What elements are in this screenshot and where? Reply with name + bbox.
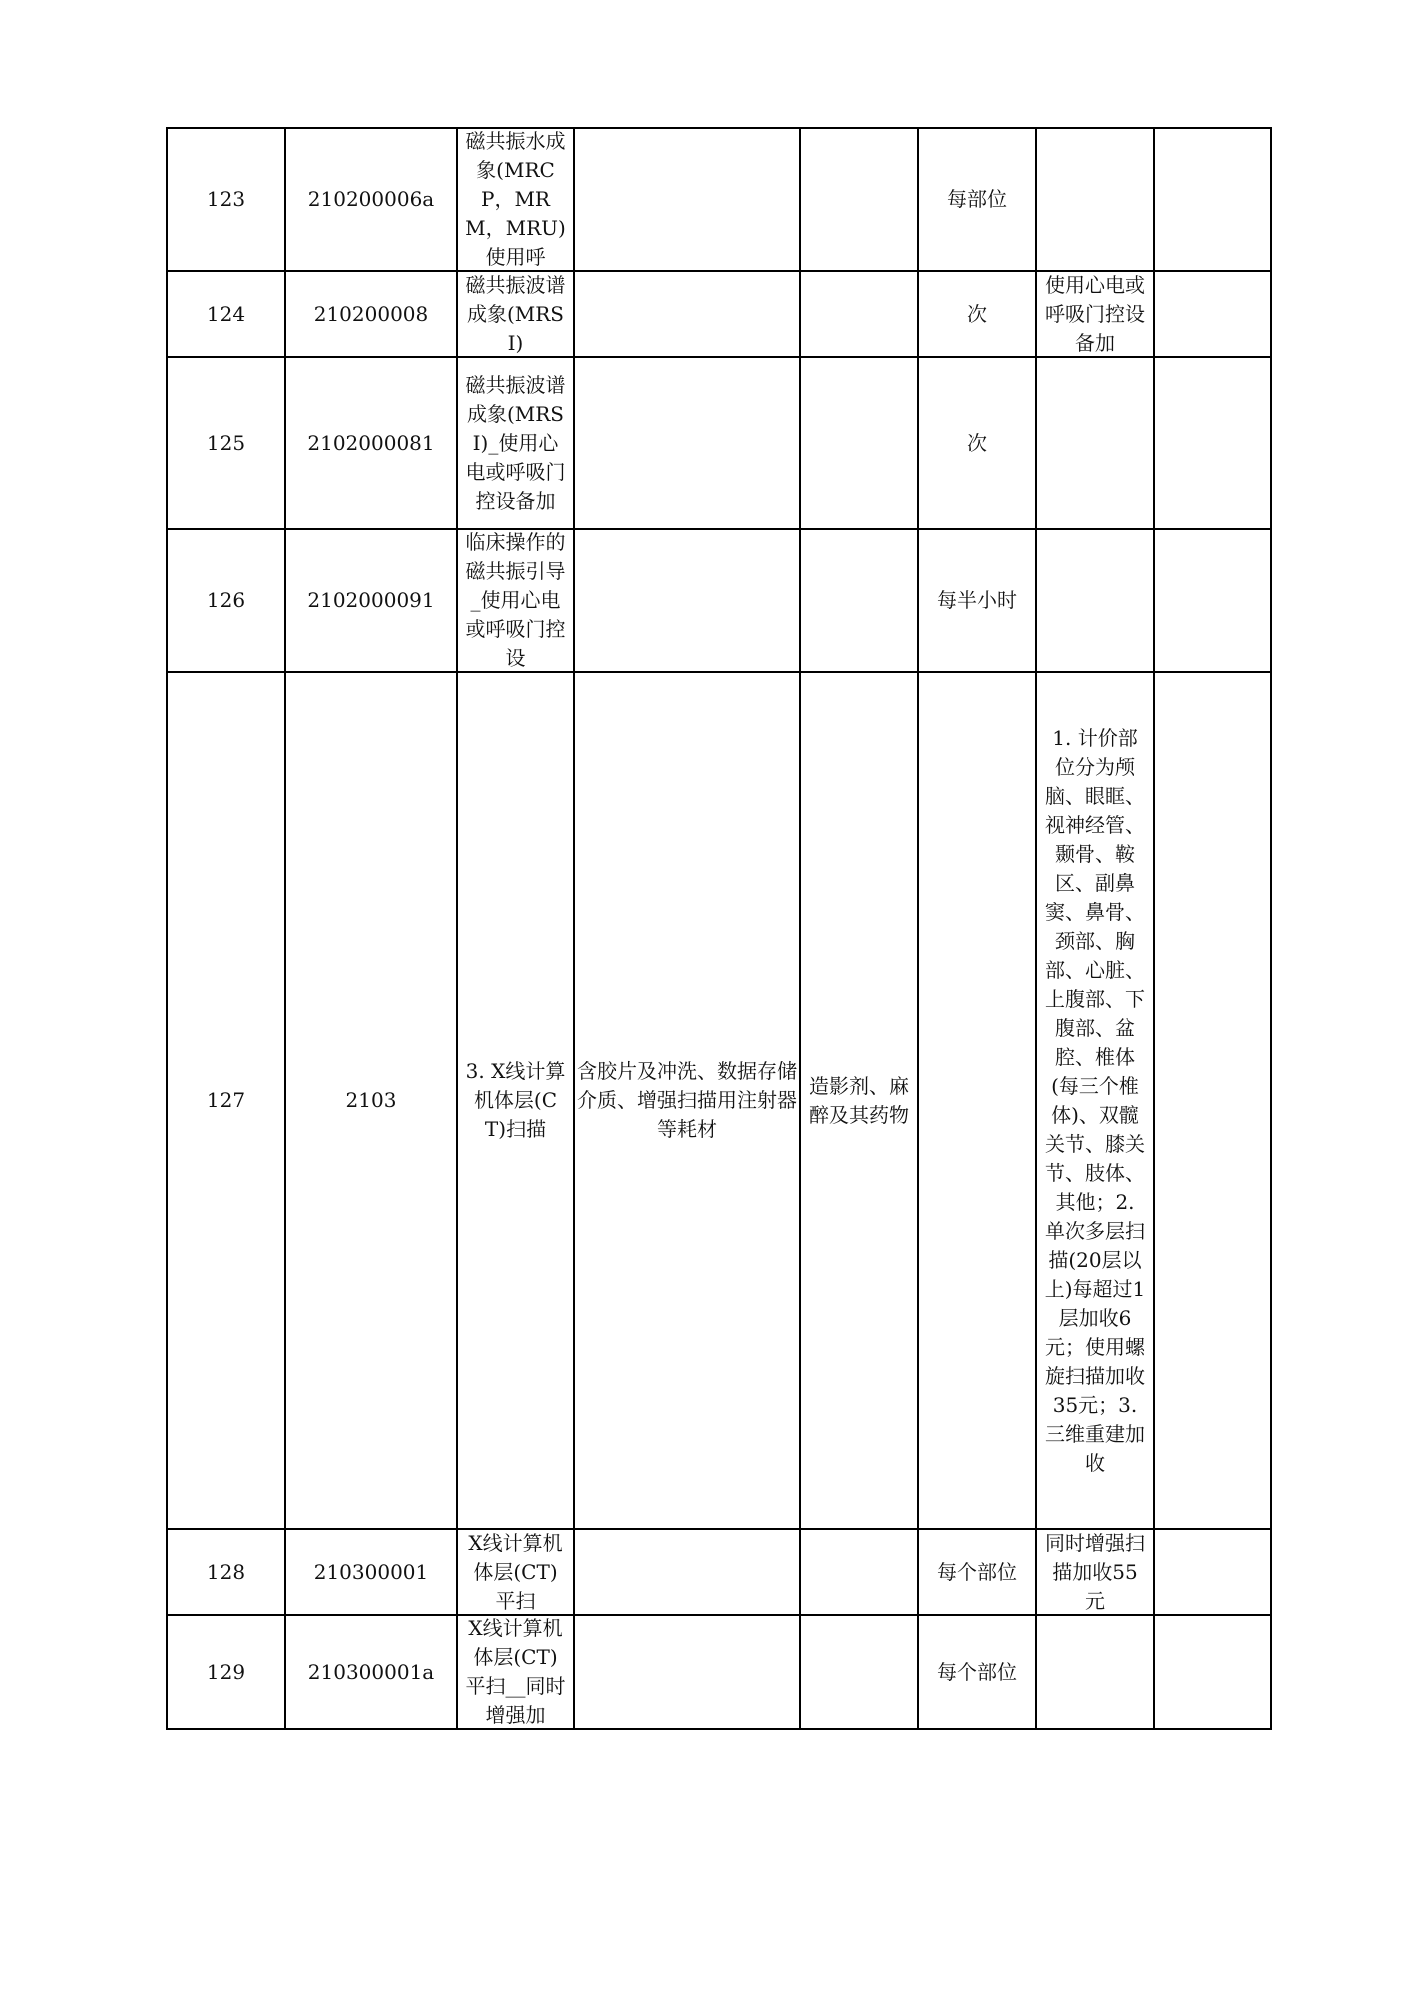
item-exclusions [800,128,918,271]
item-name: X线计算机体层(CT)平扫 [457,1529,574,1615]
item-unit: 次 [918,357,1036,529]
item-exclusions [800,357,918,529]
table-row [167,357,1271,529]
table-row [167,1529,1271,1615]
item-code: 2102000091 [285,529,457,672]
row-number: 129 [167,1615,285,1729]
item-content [574,357,800,529]
item-unit: 次 [918,271,1036,357]
item-extra [1154,357,1271,529]
item-name: X线计算机体层(CT)平扫__同时增强加 [457,1615,574,1729]
row-number: 126 [167,529,285,672]
item-extra [1154,1615,1271,1729]
item-code: 2103 [285,672,457,1529]
row-number: 125 [167,357,285,529]
item-note [1036,1615,1154,1729]
item-exclusions [800,529,918,672]
row-number: 127 [167,672,285,1529]
item-exclusions [800,1615,918,1729]
item-exclusions [800,271,918,357]
item-code: 210300001a [285,1615,457,1729]
item-unit: 每部位 [918,128,1036,271]
item-code: 2102000081 [285,357,457,529]
item-note: 使用心电或呼吸门控设备加 [1036,271,1154,357]
item-name: 临床操作的磁共振引导_使用心电或呼吸门控设 [457,529,574,672]
item-name: 磁共振波谱成象(MRSI)_使用心电或呼吸门控设备加 [457,357,574,529]
item-extra [1154,672,1271,1529]
item-extra [1154,271,1271,357]
table-row [167,672,1271,1529]
item-content: 含胶片及冲洗、数据存储介质、增强扫描用注射器等耗材 [574,672,800,1529]
item-code: 210200008 [285,271,457,357]
item-extra [1154,128,1271,271]
item-note [1036,529,1154,672]
item-extra [1154,529,1271,672]
item-note [1036,357,1154,529]
row-number: 123 [167,128,285,271]
item-unit: 每个部位 [918,1529,1036,1615]
row-number: 124 [167,271,285,357]
table-row [167,529,1271,672]
item-content [574,1529,800,1615]
item-unit: 每个部位 [918,1615,1036,1729]
item-exclusions [800,1529,918,1615]
table-row [167,128,1271,271]
item-exclusions: 造影剂、麻醉及其药物 [800,672,918,1529]
pricing-table [166,127,1272,1730]
item-name: 磁共振水成象(MRCP，MRM，MRU)使用呼 [457,128,574,271]
item-name: 磁共振波谱成象(MRSI) [457,271,574,357]
item-code: 210300001 [285,1529,457,1615]
item-extra [1154,1529,1271,1615]
table-row [167,271,1271,357]
item-note: 1. 计价部位分为颅脑、眼眶、视神经管、颞骨、鞍区、副鼻窦、鼻骨、 颈部、胸部、心脏、上腹部、下腹部、盆腔、椎体(每三个椎体)、双髋关节、膝关节、肢体、其他；2. 单次多层扫描(20层以上)每超过1层加收6元；使用螺旋扫描加收35元；3. 三维重建加收 [1036,672,1154,1529]
item-note: 同时增强扫描加收55元 [1036,1529,1154,1615]
row-number: 128 [167,1529,285,1615]
item-unit: 每半小时 [918,529,1036,672]
item-content [574,1615,800,1729]
item-content [574,271,800,357]
item-note [1036,128,1154,271]
item-code: 210200006a [285,128,457,271]
table-row [167,1615,1271,1729]
item-content [574,529,800,672]
item-unit [918,672,1036,1529]
item-content [574,128,800,271]
item-name: 3. X线计算机体层(CT)扫描 [457,672,574,1529]
